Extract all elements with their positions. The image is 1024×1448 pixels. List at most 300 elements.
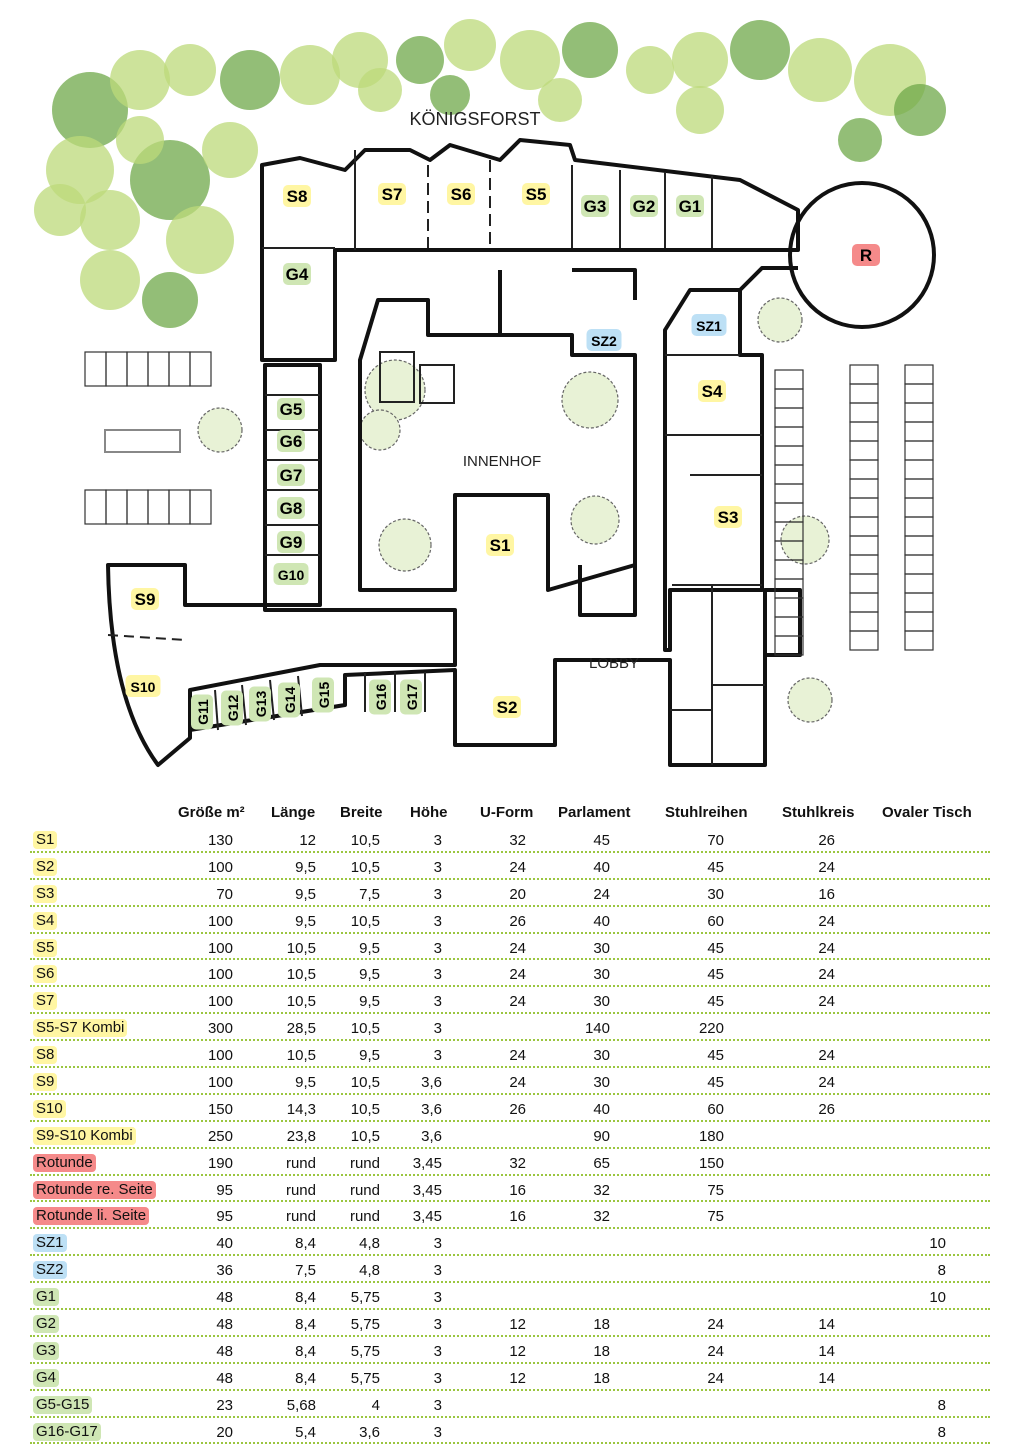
table-cell: 3: [433, 1316, 442, 1334]
table-cell: 3: [433, 1262, 442, 1280]
column-header: U-Form: [480, 804, 534, 821]
parking-space: [850, 498, 878, 517]
column-header: Breite: [340, 804, 383, 821]
table-cell: 3,6: [359, 1423, 380, 1441]
table-cell: 3: [433, 1369, 442, 1387]
table-row: [30, 1068, 990, 1095]
table-cell: 45: [707, 966, 724, 984]
table-cell: 24: [818, 858, 835, 876]
table-cell: 24: [818, 966, 835, 984]
table-row: [30, 826, 990, 853]
tree-outline: [781, 516, 829, 564]
room-label: S2: [496, 698, 518, 717]
table-cell: 3: [433, 1235, 442, 1253]
room-label: G14: [282, 686, 298, 714]
table-cell: 24: [509, 993, 526, 1011]
table-cell: 9,5: [359, 993, 380, 1011]
table-cell: 220: [698, 1020, 724, 1038]
table-cell: 100: [207, 966, 233, 984]
tree: [838, 118, 882, 162]
room-label: SZ1: [696, 318, 722, 334]
room-name: S5-S7 Kombi: [33, 1019, 127, 1037]
table-cell: rund: [349, 1208, 380, 1226]
parking-space: [127, 490, 148, 524]
table-header: [30, 800, 990, 826]
tree: [110, 50, 170, 110]
table-row: [30, 1256, 990, 1283]
table-cell: 100: [207, 912, 233, 930]
parking-space: [905, 574, 933, 593]
table-cell: 40: [593, 1100, 610, 1118]
table-cell: 32: [593, 1181, 610, 1199]
tree: [80, 250, 140, 310]
room-label: S10: [130, 679, 156, 695]
table-cell: 9,5: [295, 1074, 316, 1092]
room-label: S1: [489, 536, 511, 555]
table-cell: 24: [509, 966, 526, 984]
room-label: G16: [373, 683, 389, 711]
table-cell: 4,8: [359, 1262, 380, 1280]
table-cell: 9,5: [359, 939, 380, 957]
table-cell: 24: [707, 1369, 724, 1387]
room-label: S8: [286, 187, 308, 206]
tree: [116, 116, 164, 164]
tree-outline: [758, 298, 802, 342]
table-cell: 10,5: [286, 1047, 316, 1065]
column-header: Länge: [271, 804, 316, 821]
table-cell: 3: [433, 912, 442, 930]
table-cell: 8,4: [295, 1235, 316, 1253]
table-cell: 30: [593, 966, 610, 984]
parking-space: [905, 403, 933, 422]
parking-space: [905, 555, 933, 574]
parking-space: [905, 612, 933, 631]
table-cell: 10,5: [350, 912, 380, 930]
table-cell: 30: [593, 939, 610, 957]
table-cell: 180: [698, 1127, 724, 1145]
room-name: S4: [33, 912, 57, 930]
table-cell: 10: [929, 1289, 946, 1307]
table-cell: rund: [285, 1154, 316, 1172]
parking-space: [127, 352, 148, 386]
room-name: G1: [33, 1288, 59, 1306]
table-cell: 36: [216, 1262, 233, 1280]
table-cell: 14: [818, 1369, 835, 1387]
courtyard-label: INNENHOF: [462, 453, 542, 470]
table-row: [30, 1202, 990, 1229]
table-cell: 24: [818, 1047, 835, 1065]
table-row: [30, 1176, 990, 1203]
parking-space: [905, 422, 933, 441]
table-cell: 32: [509, 1154, 526, 1172]
room-badge-g13: [249, 687, 271, 722]
table-cell: 26: [509, 912, 526, 930]
table-cell: 40: [593, 912, 610, 930]
parking-space: [148, 352, 169, 386]
table-cell: 190: [207, 1154, 233, 1172]
table-cell: 8: [937, 1262, 946, 1280]
table-row: [30, 853, 990, 880]
tree: [444, 19, 496, 71]
table-cell: 14: [818, 1342, 835, 1360]
table-cell: 3: [433, 1289, 442, 1307]
room-label: G5: [279, 400, 303, 419]
table-cell: 8,4: [295, 1342, 316, 1360]
table-row: [30, 1391, 990, 1418]
column-header: Größe m²: [178, 804, 245, 821]
table-cell: 40: [593, 858, 610, 876]
table-cell: 23: [216, 1396, 233, 1414]
table-cell: 7,5: [295, 1262, 316, 1280]
room-label: S5: [525, 185, 547, 204]
tree: [676, 86, 724, 134]
tree: [202, 122, 258, 178]
room-badge-g9: [277, 531, 305, 553]
table-cell: 9,5: [359, 966, 380, 984]
table-cell: 18: [593, 1316, 610, 1334]
table-cell: 24: [818, 993, 835, 1011]
room-name: S3: [33, 885, 57, 903]
tree: [894, 84, 946, 136]
room-badge-sz2: [587, 329, 622, 351]
room-name: S2: [33, 858, 57, 876]
tree-outline: [571, 496, 619, 544]
room-badge-g16: [369, 680, 391, 715]
table-cell: 45: [707, 1074, 724, 1092]
column-header: Stuhlkreis: [782, 804, 855, 821]
table-cell: 24: [818, 912, 835, 930]
table-cell: 100: [207, 993, 233, 1011]
table-cell: 100: [207, 1074, 233, 1092]
table-cell: 300: [207, 1020, 233, 1038]
table-cell: 100: [207, 939, 233, 957]
tree: [626, 46, 674, 94]
parking-space: [775, 427, 803, 446]
table-cell: 45: [707, 1047, 724, 1065]
table-cell: 60: [707, 1100, 724, 1118]
room-name: G4: [33, 1369, 59, 1387]
table-cell: 8,4: [295, 1289, 316, 1307]
tree: [788, 38, 852, 102]
table-cell: 3: [433, 1423, 442, 1441]
room-badge-s10: [126, 675, 161, 697]
room-name: S6: [33, 965, 57, 983]
table-cell: 9,5: [295, 885, 316, 903]
room-badge-sz1: [692, 314, 727, 336]
table-cell: 4,8: [359, 1235, 380, 1253]
table-cell: 32: [593, 1208, 610, 1226]
table-cell: 3: [433, 1396, 442, 1414]
room-name: G2: [33, 1315, 59, 1333]
table-cell: 150: [207, 1100, 233, 1118]
table-cell: 5,68: [286, 1396, 316, 1414]
room-badge-s5: [522, 183, 550, 205]
room-name: Rotunde: [33, 1154, 96, 1172]
room-label: S4: [701, 382, 723, 401]
tree-outline: [562, 372, 618, 428]
table-row: [30, 960, 990, 987]
tree: [34, 184, 86, 236]
room-label: S9: [134, 590, 156, 609]
table-cell: 16: [818, 885, 835, 903]
table-cell: 100: [207, 1047, 233, 1065]
table-cell: 16: [509, 1181, 526, 1199]
room-capacity-table: [30, 800, 990, 1444]
table-cell: 250: [207, 1127, 233, 1145]
parking-space: [148, 490, 169, 524]
table-cell: 3: [433, 832, 442, 849]
table-cell: 5,75: [350, 1289, 380, 1307]
lobby-label: LOBBY: [588, 655, 640, 672]
table-row: [30, 1122, 990, 1149]
table-cell: 40: [216, 1235, 233, 1253]
table-cell: 100: [207, 858, 233, 876]
table-row: [30, 907, 990, 934]
table-cell: 10,5: [350, 1020, 380, 1038]
parking-space: [106, 352, 127, 386]
room-label: G1: [678, 197, 702, 216]
parking-areas: [85, 352, 933, 655]
table-cell: 5,75: [350, 1369, 380, 1387]
table-cell: 32: [509, 832, 526, 849]
table-cell: 24: [509, 858, 526, 876]
parking-space: [775, 446, 803, 465]
table-row: [30, 1283, 990, 1310]
parking-space: [850, 403, 878, 422]
table-cell: 140: [584, 1020, 610, 1038]
table-cell: 26: [818, 1100, 835, 1118]
parking-space: [190, 490, 211, 524]
parking-space: [850, 574, 878, 593]
room-badge-r: [852, 244, 880, 266]
room-badge-g17: [400, 680, 422, 715]
table-cell: rund: [285, 1181, 316, 1199]
parking-space: [905, 441, 933, 460]
parking-space: [905, 536, 933, 555]
table-row: [30, 1095, 990, 1122]
room-label: G7: [279, 466, 303, 485]
table-cell: 16: [509, 1208, 526, 1226]
room-label: R: [859, 246, 873, 265]
table-cell: 3: [433, 939, 442, 957]
table-row: [30, 1418, 990, 1445]
room-name: Rotunde re. Seite: [33, 1181, 156, 1199]
table-cell: 48: [216, 1342, 233, 1360]
table-cell: 70: [707, 832, 724, 849]
parking-space: [850, 479, 878, 498]
room-badge-g2: [630, 195, 658, 217]
table-cell: 150: [698, 1154, 724, 1172]
table-cell: 24: [509, 1074, 526, 1092]
parking-space: [775, 408, 803, 427]
table-cell: 23,8: [286, 1127, 316, 1145]
room-label: S3: [717, 508, 739, 527]
table-row: [30, 1229, 990, 1256]
room-name: S9-S10 Kombi: [33, 1127, 136, 1145]
table-cell: 45: [593, 832, 610, 849]
table-cell: 65: [593, 1154, 610, 1172]
table-cell: 18: [593, 1369, 610, 1387]
table-cell: 10,5: [286, 993, 316, 1011]
room-name: G5-G15: [33, 1396, 92, 1414]
table-cell: 3: [433, 1047, 442, 1065]
table-cell: 3,45: [412, 1208, 442, 1226]
table-cell: 10,5: [286, 939, 316, 957]
parking-space: [905, 460, 933, 479]
table-cell: 95: [216, 1181, 233, 1199]
room-badge-g12: [221, 691, 243, 726]
table-row: [30, 1041, 990, 1068]
table-cell: 45: [707, 939, 724, 957]
table-cell: 3: [433, 966, 442, 984]
room-label: G2: [632, 197, 656, 216]
parking-space: [905, 384, 933, 403]
tree: [142, 272, 198, 328]
table-cell: 45: [707, 993, 724, 1011]
tree-outline: [788, 678, 832, 722]
table-cell: 24: [707, 1342, 724, 1360]
room-badge-s6: [447, 183, 475, 205]
parking-space: [85, 352, 106, 386]
room-badge-g1: [676, 195, 704, 217]
parking-space: [775, 484, 803, 503]
table-row: [30, 880, 990, 907]
room-badge-g11: [191, 695, 213, 730]
column-header: Ovaler Tisch: [882, 804, 972, 821]
room-name: S7: [33, 992, 57, 1010]
room-name: G16-G17: [33, 1423, 101, 1441]
table-cell: 75: [707, 1181, 724, 1199]
table-cell: 3: [433, 1342, 442, 1360]
room-badge-g3: [581, 195, 609, 217]
table-cell: 3,6: [421, 1100, 442, 1118]
room-badge-s9: [131, 588, 159, 610]
table-cell: 75: [707, 1208, 724, 1226]
tree: [166, 206, 234, 274]
room-name: S5: [33, 939, 57, 957]
column-header: Höhe: [410, 804, 448, 821]
table-cell: 18: [593, 1342, 610, 1360]
table-cell: 3: [433, 1020, 442, 1038]
room-name: S10: [33, 1100, 66, 1118]
parking-space: [850, 460, 878, 479]
room-badge-s1: [486, 534, 514, 556]
table-cell: 24: [818, 939, 835, 957]
parking-space: [850, 384, 878, 403]
table-cell: 4: [371, 1396, 380, 1414]
room-label: G13: [253, 690, 269, 718]
table-row: [30, 1310, 990, 1337]
room-label: G17: [404, 683, 420, 711]
table-cell: 5,75: [350, 1342, 380, 1360]
parking-space: [850, 365, 878, 384]
room-label: G9: [279, 533, 303, 552]
room-label: S6: [450, 185, 472, 204]
table-cell: 8: [937, 1396, 946, 1414]
tree: [672, 32, 728, 88]
table-cell: 48: [216, 1369, 233, 1387]
table-cell: 30: [593, 993, 610, 1011]
room-label: S7: [381, 185, 403, 204]
room-label: SZ2: [591, 333, 617, 349]
column-header: Stuhlreihen: [665, 804, 748, 821]
table-cell: 5,75: [350, 1316, 380, 1334]
room-name: Rotunde li. Seite: [33, 1207, 149, 1225]
room-badge-s7: [378, 183, 406, 205]
table-cell: 24: [509, 1047, 526, 1065]
table-body: [30, 826, 990, 1444]
table-row: [30, 1149, 990, 1176]
room-label: G6: [279, 432, 303, 451]
table-cell: 3,6: [421, 1127, 442, 1145]
table-cell: 26: [818, 832, 835, 849]
tree-outline: [198, 408, 242, 452]
table-cell: 30: [593, 1074, 610, 1092]
table-cell: 3,45: [412, 1181, 442, 1199]
table-cell: 8,4: [295, 1316, 316, 1334]
table-cell: 10,5: [350, 1074, 380, 1092]
room-badge-s8: [283, 185, 311, 207]
room-label: G11: [195, 699, 211, 725]
table-row: [30, 987, 990, 1014]
tree: [730, 20, 790, 80]
room-badge-g10: [274, 563, 309, 585]
table-cell: 48: [216, 1289, 233, 1307]
table-cell: 24: [509, 939, 526, 957]
room-name: S1: [33, 831, 57, 849]
parking-space: [905, 498, 933, 517]
parking-space: [775, 370, 803, 389]
room-badge-g8: [277, 497, 305, 519]
table-cell: 26: [509, 1100, 526, 1118]
parking-space: [850, 441, 878, 460]
tree: [562, 22, 618, 78]
parking-space: [850, 422, 878, 441]
parking-space: [775, 389, 803, 408]
table-cell: 14: [818, 1316, 835, 1334]
table-cell: 8,4: [295, 1369, 316, 1387]
table-cell: 14,3: [286, 1100, 316, 1118]
table-cell: 10,5: [350, 858, 380, 876]
parking-space: [169, 490, 190, 524]
table-row: [30, 934, 990, 961]
tree: [80, 190, 140, 250]
room-badge-g7: [277, 464, 305, 486]
table-cell: rund: [349, 1154, 380, 1172]
table-cell: 24: [707, 1316, 724, 1334]
table-cell: 3: [433, 993, 442, 1011]
column-header: Parlament: [558, 804, 631, 821]
room-name: S9: [33, 1073, 57, 1091]
room-badge-g14: [278, 683, 300, 718]
table-cell: rund: [285, 1208, 316, 1226]
parking-space: [850, 555, 878, 574]
forest-label: KÖNIGSFORST: [409, 109, 541, 129]
room-label: G12: [225, 694, 241, 722]
table-cell: 95: [216, 1208, 233, 1226]
parking-space: [85, 490, 106, 524]
table-cell: 10,5: [350, 1100, 380, 1118]
table-cell: 10,5: [350, 1127, 380, 1145]
table-cell: rund: [349, 1181, 380, 1199]
parking-space: [905, 517, 933, 536]
table-row: [30, 1337, 990, 1364]
parking-space: [775, 465, 803, 484]
table-cell: 30: [593, 1047, 610, 1065]
tree-outline: [360, 410, 400, 450]
table-cell: 70: [216, 885, 233, 903]
table-cell: 3,45: [412, 1154, 442, 1172]
